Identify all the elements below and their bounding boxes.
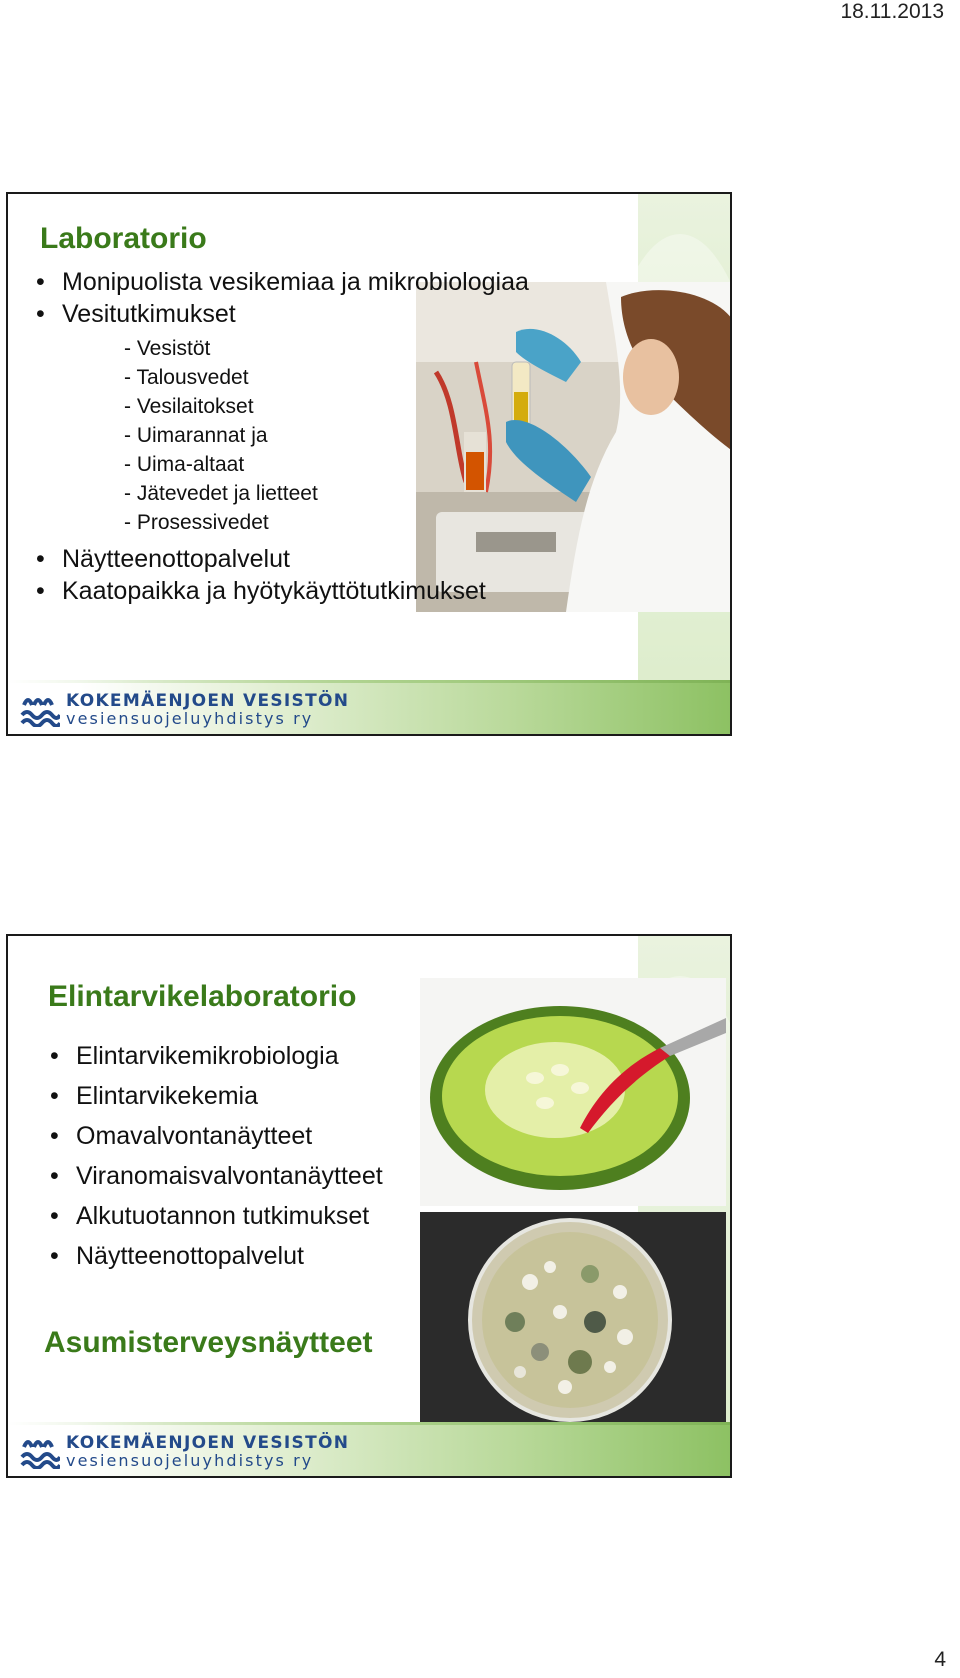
sub-list-item: - Jätevedet ja lietteet <box>124 482 318 505</box>
waves-icon <box>20 1435 60 1469</box>
organization-logo <box>20 1434 349 1470</box>
list-item: • Kaatopaikka ja hyötykäyttötutkimukset <box>36 575 576 607</box>
list-item: • Alkutuotannon tutkimukset <box>50 1196 450 1236</box>
logo-name: KOKEMÄENJOEN VESISTÖN <box>66 1433 350 1453</box>
list-item: • Elintarvikemikrobiologia <box>50 1036 450 1076</box>
bullet-list <box>50 1036 450 1276</box>
slide-subtitle: Asumisterveysnäytteet <box>44 1326 373 1359</box>
sub-list-item: - Uima-altaat <box>124 453 245 476</box>
sub-list-item: - Vesilaitokset <box>124 395 254 418</box>
logo-name: KOKEMÄENJOEN VESISTÖN <box>66 691 350 711</box>
page-date: 18.11.2013 <box>840 0 944 23</box>
logo-tagline: vesiensuojeluyhdistys ry <box>66 709 314 728</box>
page-number: 4 <box>934 1648 946 1671</box>
sub-list-item: - Talousvedet <box>124 366 249 389</box>
list-item: • Elintarvikekemia <box>50 1076 450 1116</box>
list-item: • Monipuolista vesikemiaa ja mikrobiologiaa <box>36 266 576 298</box>
sub-list-item: - Vesistöt <box>124 337 211 360</box>
list-item: • Näytteenottopalvelut <box>36 543 576 575</box>
list-item: • Omavalvontanäytteet <box>50 1116 450 1156</box>
slide-title: Laboratorio <box>40 222 207 255</box>
list-item: • Viranomaisvalvontanäytteet <box>50 1156 450 1196</box>
bullet-list <box>36 266 576 607</box>
list-item: • Vesitutkimukset - Vesistöt - Talousvedet - Vesilaitokset - Uimarannat ja - Uima-altaat - Jätevedet ja lietteet - Prosessivedet <box>36 298 576 537</box>
cucumber-photo <box>420 978 726 1206</box>
sub-list <box>62 334 576 537</box>
logo-tagline: vesiensuojeluyhdistys ry <box>66 1451 314 1470</box>
sub-list-item: - Prosessivedet <box>124 511 269 534</box>
sub-list-item: - Uimarannat ja <box>124 424 268 447</box>
organization-logo <box>20 692 349 728</box>
waves-icon <box>20 693 60 727</box>
petri-dish-photo <box>420 1212 726 1440</box>
list-item: • Näytteenottopalvelut <box>50 1236 450 1276</box>
slide-elintarvikelaboratorio <box>6 934 732 1478</box>
slide-title: Elintarvikelaboratorio <box>48 980 357 1013</box>
slide-laboratorio <box>6 192 732 736</box>
